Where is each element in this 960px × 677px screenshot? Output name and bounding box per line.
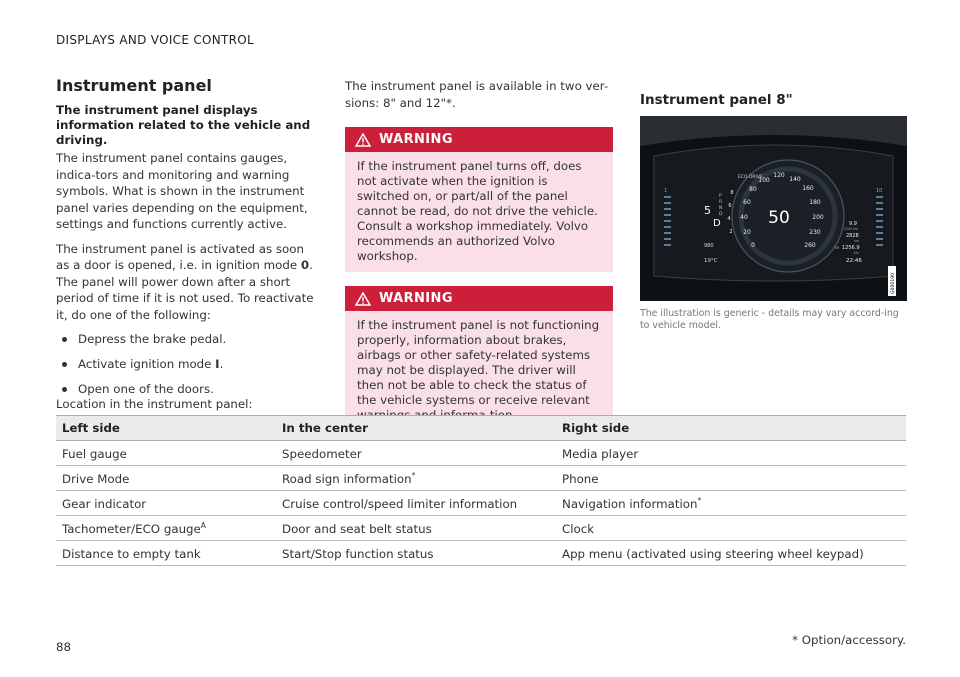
trip-label: TM bbox=[834, 246, 840, 250]
figure-title: Instrument panel 8" bbox=[640, 92, 793, 108]
intro-column bbox=[56, 76, 321, 406]
reactivate-list bbox=[56, 331, 321, 397]
speed-tick: 20 bbox=[743, 229, 751, 236]
speed-tick: 180 bbox=[809, 199, 821, 206]
table-cell: Fuel gauge bbox=[56, 441, 276, 466]
trip-unit: km bbox=[854, 251, 859, 255]
speed-tick: 80 bbox=[749, 186, 757, 193]
right-scale-label: 10 bbox=[876, 188, 883, 194]
speed-tick: 40 bbox=[740, 214, 748, 221]
speed-tick: 140 bbox=[789, 176, 801, 183]
page-number: 88 bbox=[56, 640, 72, 654]
table-cell: Navigation information* bbox=[556, 491, 906, 516]
drive-mode-label: ECO DRIVE bbox=[738, 175, 763, 180]
gear-letter: P bbox=[719, 194, 722, 199]
speed-tick: 200 bbox=[812, 214, 824, 221]
bullet-icon bbox=[62, 362, 67, 367]
figure-caption: The illustration is generic - details may vary accord-ing to vehicle model. bbox=[640, 308, 899, 331]
warnings-column bbox=[345, 78, 613, 445]
image-code: G000190 bbox=[891, 272, 896, 294]
table-cell: Door and seat belt status bbox=[276, 516, 556, 541]
table-row bbox=[56, 516, 906, 541]
warning-header: WARNING bbox=[345, 286, 613, 311]
list-item: Depress the brake pedal. bbox=[56, 331, 321, 347]
consumption-unit: l/100 km bbox=[844, 227, 859, 231]
speed-tick: 60 bbox=[743, 199, 751, 206]
page-title: Instrument panel bbox=[56, 76, 212, 95]
ignition-mode-0: 0 bbox=[300, 258, 310, 272]
activation-paragraph: The instrument panel is activated as soon as a door is opened, i.e. in ignition mode 0. The panel will power down after a short period of time if it is not used. To reactivate it, do one of the following: bbox=[56, 241, 314, 322]
gear-letter: N bbox=[719, 206, 723, 211]
table-cell: Cruise control/speed limiter information bbox=[276, 491, 556, 516]
location-table bbox=[56, 415, 906, 566]
odometer-value: 2828 bbox=[846, 233, 859, 239]
section-header: DISPLAYS AND VOICE CONTROL bbox=[56, 33, 255, 47]
location-label: Location in the instrument panel: bbox=[56, 397, 253, 411]
warning-box bbox=[345, 127, 613, 272]
gear-number: 5 bbox=[704, 204, 711, 217]
odometer-unit: km bbox=[854, 239, 859, 243]
warning-header: WARNING bbox=[345, 127, 613, 152]
table-cell: Gear indicator bbox=[56, 491, 276, 516]
selected-gear: D bbox=[713, 218, 721, 229]
trip-value: 1256.9 bbox=[842, 245, 860, 251]
consumption-value: 9.9 bbox=[849, 221, 857, 227]
current-speed: 50 bbox=[768, 208, 790, 228]
column-header: Right side bbox=[556, 416, 906, 441]
warning-triangle-icon bbox=[355, 292, 371, 306]
speed-tick: 100 bbox=[758, 177, 770, 184]
table-cell: Speedometer bbox=[276, 441, 556, 466]
column-header: In the center bbox=[276, 416, 556, 441]
table-cell: Road sign information* bbox=[276, 466, 556, 491]
clock-readout: 22:46 bbox=[846, 258, 862, 264]
availability-text: The instrument panel is available in two ver-sions: 8" and 12"*. bbox=[345, 79, 609, 110]
range-readout: 980 bbox=[704, 243, 714, 249]
warning-text: If the instrument panel turns off, does not activate when the ignition is switched on, or part/all of the panel cannot be read, do not drive the vehicle. Consult a workshop immediately. Volvo recommends an authorized Volvo workshop. bbox=[357, 159, 598, 263]
table-cell: Start/Stop function status bbox=[276, 541, 556, 566]
speed-tick: 230 bbox=[809, 229, 821, 236]
speed-tick: 160 bbox=[802, 185, 814, 192]
table-cell: Drive Mode bbox=[56, 466, 276, 491]
intro-paragraph: The instrument panel contains gauges, indica-tors and monitoring and warning symbols. What is shown in the instrument panel varies depending on the equipment, settings and functions currently active. bbox=[56, 151, 308, 231]
bullet-icon bbox=[62, 387, 67, 392]
fuel-scale-label: 1 bbox=[664, 188, 668, 194]
lead-paragraph: The instrument panel displays information related to the vehicle and driving. bbox=[56, 103, 311, 147]
figure-column bbox=[640, 92, 907, 332]
instrument-cluster-drawing bbox=[640, 116, 907, 301]
table-cell: Distance to empty tank bbox=[56, 541, 276, 566]
speed-tick: 260 bbox=[804, 242, 816, 249]
table-cell: Tachometer/ECO gauge$^A$ bbox=[56, 516, 276, 541]
table-row bbox=[56, 491, 906, 516]
column-header: Left side bbox=[56, 416, 276, 441]
ignition-mode-i: I bbox=[215, 357, 220, 371]
outside-temp: 19°C bbox=[704, 258, 718, 264]
tacho-tick: 8 bbox=[730, 190, 734, 196]
instrument-panel-illustration bbox=[640, 116, 907, 301]
gear-letter: D bbox=[719, 212, 723, 217]
table-row bbox=[56, 441, 906, 466]
speed-tick: 0 bbox=[751, 242, 755, 249]
tacho-tick: 4 bbox=[727, 216, 731, 222]
warning-text: If the instrument panel is not functioning properly, information about brakes, airbags or other safety-related systems may not be displayed. The driver will then not be able to check the status of the vehicle systems or receive relevant bbox=[357, 318, 600, 407]
tacho-tick: 6 bbox=[728, 203, 732, 209]
gear-letter: R bbox=[719, 200, 723, 205]
bullet-icon bbox=[62, 337, 67, 342]
table-cell: Media player bbox=[556, 441, 906, 466]
table-header-row bbox=[56, 416, 906, 441]
list-item: Activate ignition mode I. bbox=[56, 356, 321, 372]
table-row bbox=[56, 541, 906, 566]
warning-box bbox=[345, 286, 613, 431]
table-row bbox=[56, 466, 906, 491]
table-cell: Phone bbox=[556, 466, 906, 491]
speed-tick: 120 bbox=[773, 172, 785, 179]
option-footnote: * Option/accessory. bbox=[792, 633, 906, 647]
warning-triangle-icon bbox=[355, 133, 371, 147]
table-cell: App menu (activated using steering wheel keypad) bbox=[556, 541, 906, 566]
list-item: Open one of the doors. bbox=[56, 381, 321, 397]
table-cell: Clock bbox=[556, 516, 906, 541]
tacho-tick: 2 bbox=[729, 229, 733, 235]
